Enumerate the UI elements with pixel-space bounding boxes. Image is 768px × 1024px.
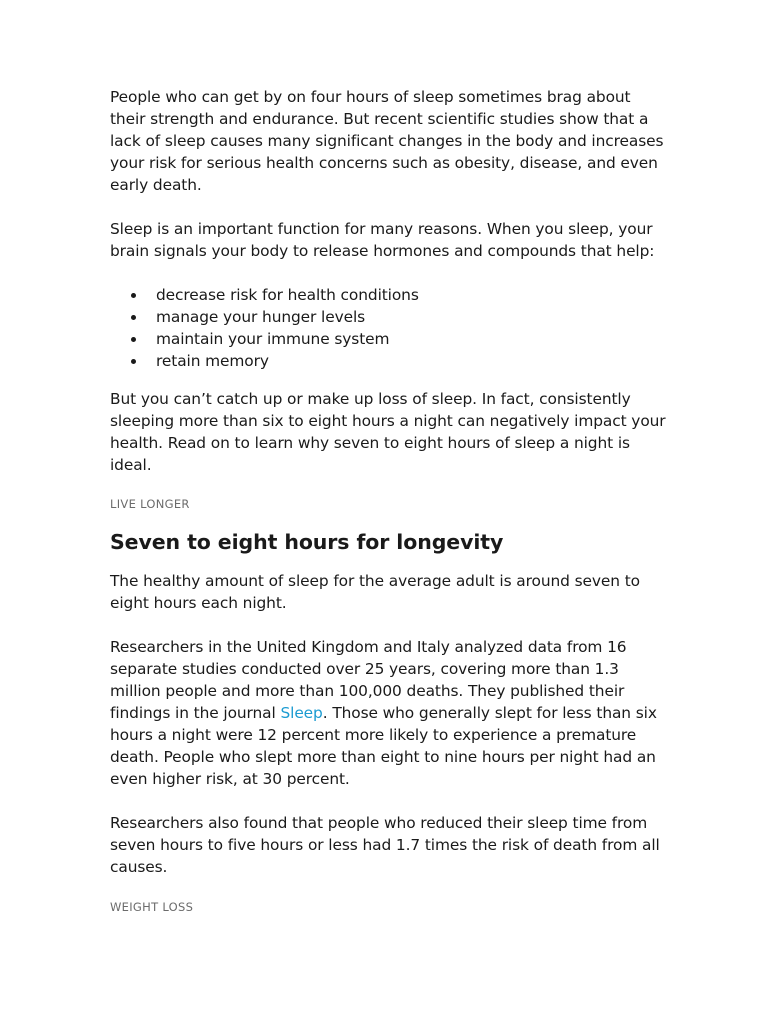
list-item-text: decrease risk for health conditions bbox=[156, 286, 419, 304]
list-item-text: manage your hunger levels bbox=[156, 308, 366, 326]
list-item bbox=[110, 328, 670, 350]
list-item bbox=[110, 284, 670, 306]
section-heading-longevity: Seven to eight hours for longevity bbox=[110, 530, 504, 554]
bullet-icon bbox=[131, 315, 136, 320]
bullet-icon bbox=[131, 337, 136, 342]
intro-paragraph-1: People who can get by on four hours of sleep sometimes brag about their strength and endurance. But recent scientific studies show that a lack of sleep causes many significant changes in the body and increases your risk for serious health concerns such as obesity, disease, and even early death. bbox=[110, 88, 664, 194]
section-eyebrow-live-longer: LIVE LONGER bbox=[110, 497, 190, 511]
longevity-paragraph-3: Researchers also found that people who reduced their sleep time from seven hours to five hours or less had 1.7 times the risk of death from all causes. bbox=[110, 814, 660, 876]
bullet-icon bbox=[131, 359, 136, 364]
list-item-text: maintain your immune system bbox=[156, 330, 390, 348]
intro-paragraph-2: Sleep is an important function for many reasons. When you sleep, your brain signals your body to release hormones and compounds that help: bbox=[110, 220, 655, 260]
list-item bbox=[110, 306, 670, 328]
list-item bbox=[110, 350, 670, 372]
intro-paragraph-3: But you can’t catch up or make up loss of sleep. In fact, consistently sleeping more than six to eight hours a night can negatively impact your health. Read on to learn why seven to eight hours of sleep a night is ideal. bbox=[110, 390, 666, 474]
longevity-paragraph-2 bbox=[110, 636, 670, 790]
section-eyebrow-weight-loss: WEIGHT LOSS bbox=[110, 900, 194, 914]
bullet-icon bbox=[131, 293, 136, 298]
paragraph-text: Researchers in the United Kingdom and Italy analyzed data from 16 separate studies conducted over 25 years, covering more than 1.3 million people and more than 100,000 deaths. They published their findings in the journal bbox=[110, 638, 627, 722]
benefits-list bbox=[110, 284, 670, 372]
longevity-paragraph-1: The healthy amount of sleep for the average adult is around seven to eight hours each night. bbox=[110, 572, 640, 612]
paragraph-text: . Those who generally slept for less than six hours a night were 12 percent more likely to experience a premature death. People who slept more than eight to nine hours per night had an even higher risk, at 30 percent. bbox=[110, 704, 657, 788]
sleep-journal-link[interactable]: Sleep bbox=[280, 704, 323, 722]
article-body bbox=[110, 86, 670, 914]
list-item-text: retain memory bbox=[156, 352, 269, 370]
